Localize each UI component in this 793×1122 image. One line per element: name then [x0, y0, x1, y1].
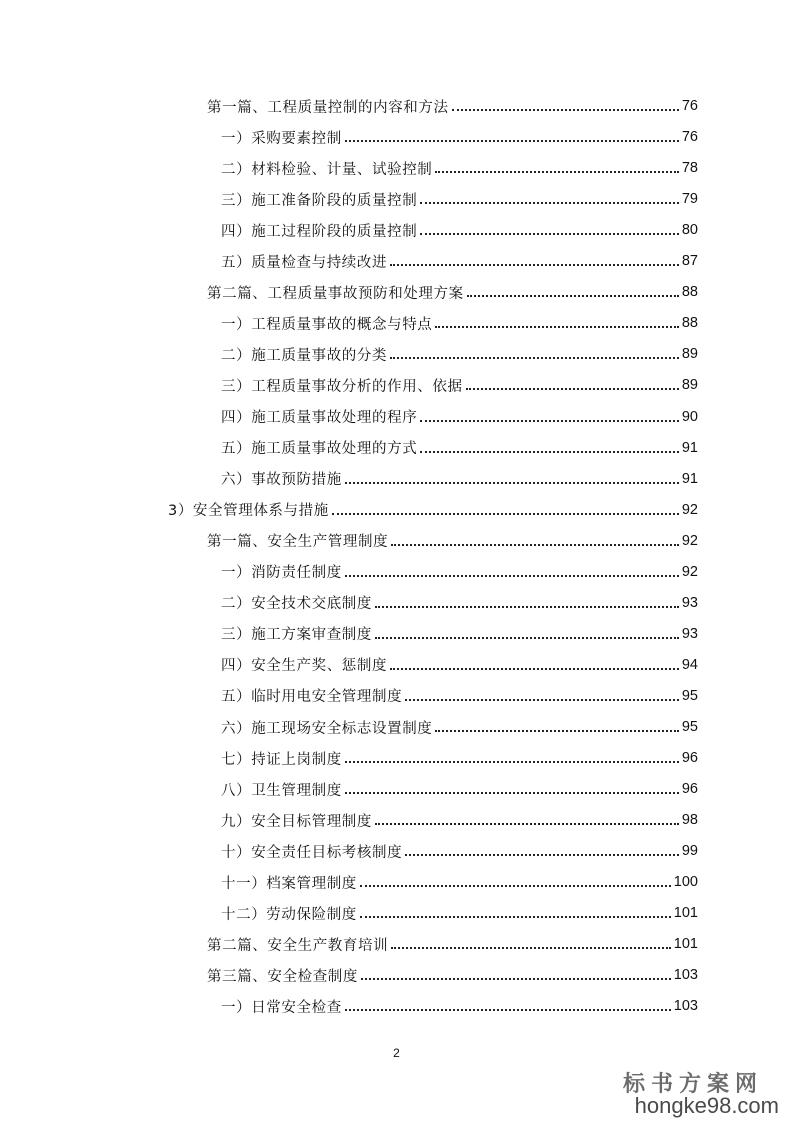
page-number: 2: [393, 1046, 400, 1060]
toc-entry[interactable]: [221, 777, 698, 801]
toc-entry-page: 103: [673, 998, 698, 1015]
toc-leader-dots: [360, 909, 671, 918]
toc-leader-dots: [345, 133, 679, 142]
toc-entry-title: 三）工程质量事故分析的作用、依据: [221, 378, 463, 395]
toc-entry-title: 六）施工现场安全标志设置制度: [221, 720, 433, 737]
toc-leader-dots: [345, 785, 679, 794]
toc-entry-page: 96: [681, 781, 698, 798]
toc-entry-page: 80: [681, 222, 698, 239]
toc-entry-page: 76: [681, 129, 698, 146]
toc-entry[interactable]: [221, 622, 698, 646]
toc-entry[interactable]: [221, 436, 698, 460]
toc-entry-page: 88: [681, 315, 698, 332]
toc-entry[interactable]: [221, 808, 698, 832]
toc-leader-dots: [360, 878, 671, 887]
toc-leader-dots: [420, 413, 679, 422]
toc-leader-dots: [420, 195, 679, 204]
toc-entry-page: 90: [681, 408, 698, 425]
toc-entry-page: 103: [673, 967, 698, 984]
toc-entry[interactable]: [221, 249, 698, 273]
toc-entry-page: 99: [681, 843, 698, 860]
toc-entry-page: 92: [681, 532, 698, 549]
toc-entry-title: 3）安全管理体系与措施: [168, 503, 329, 520]
toc-entry[interactable]: [221, 467, 698, 491]
toc-leader-dots: [332, 506, 679, 515]
toc-leader-dots: [361, 971, 671, 980]
toc-entry-page: 92: [681, 563, 698, 580]
toc-leader-dots: [420, 226, 679, 235]
toc-entry[interactable]: [221, 342, 698, 366]
toc-entry[interactable]: [221, 901, 698, 925]
toc-entry-page: 95: [681, 687, 698, 704]
toc-entry-page: 88: [681, 284, 698, 301]
toc-entry-page: 89: [681, 377, 698, 394]
watermark-url: hongke98.com: [634, 1093, 779, 1118]
toc-entry-page: 87: [681, 253, 698, 270]
toc-entry-title: 第二篇、安全生产教育培训: [207, 937, 389, 954]
toc-leader-dots: [375, 599, 679, 608]
toc-entry-page: 91: [681, 470, 698, 487]
toc-leader-dots: [435, 164, 678, 173]
toc-leader-dots: [391, 940, 671, 949]
toc-entry[interactable]: [207, 963, 698, 987]
toc-entry[interactable]: [221, 994, 698, 1018]
toc-entry-page: 95: [681, 719, 698, 735]
toc-entry-title: 六）事故预防措施: [221, 472, 342, 489]
toc-entry-title: 第一篇、安全生产管理制度: [207, 534, 389, 551]
toc-entry-title: 四）施工质量事故处理的程序: [221, 410, 418, 426]
toc-entry[interactable]: [221, 684, 698, 708]
watermark-title: 标书方案网: [622, 1071, 763, 1097]
toc-entry-page: 91: [681, 439, 698, 456]
toc-entry[interactable]: [221, 715, 698, 739]
toc-entry-title: 一）消防责任制度: [221, 565, 342, 582]
toc-entry[interactable]: [221, 653, 698, 677]
toc-entry-page: 79: [681, 191, 698, 208]
toc-entry[interactable]: [221, 839, 698, 863]
toc-leader-dots: [435, 319, 678, 328]
toc-entry[interactable]: [207, 94, 698, 118]
toc-entry-page: 93: [681, 594, 698, 611]
toc-entry-title: 四）施工过程阶段的质量控制: [221, 223, 418, 240]
toc-entry-page: 78: [681, 160, 698, 177]
toc-entry-page: 101: [673, 905, 698, 922]
toc-entry[interactable]: [221, 125, 698, 149]
toc-leader-dots: [345, 475, 679, 484]
toc-leader-dots: [345, 754, 679, 763]
toc-leader-dots: [405, 692, 679, 701]
toc-entry[interactable]: [207, 529, 698, 553]
toc-leader-dots: [345, 568, 679, 577]
toc-entry-page: 100: [673, 874, 698, 891]
toc-entry-page: 101: [673, 936, 698, 953]
toc-leader-dots: [452, 102, 679, 111]
toc-entry-title: 十一）档案管理制度: [221, 875, 357, 892]
toc-entry-title: 五）质量检查与持续改进: [221, 254, 388, 271]
toc-entry[interactable]: [221, 591, 698, 615]
toc-entry-page: 76: [681, 98, 698, 114]
toc-leader-dots: [391, 537, 679, 546]
toc-entry-title: 二）材料检验、计量、试验控制: [221, 161, 433, 178]
toc-entry[interactable]: [221, 373, 698, 397]
toc-entry-page: 96: [681, 750, 698, 767]
toc-entry[interactable]: [221, 870, 698, 894]
toc-entry-title: 五）临时用电安全管理制度: [221, 689, 403, 706]
toc-entry-title: 一）工程质量事故的概念与特点: [221, 316, 433, 333]
toc-entry-title: 四）安全生产奖、惩制度: [221, 658, 388, 675]
toc-entry-title: 第三篇、安全检查制度: [207, 968, 358, 985]
toc-entry-title: 十）安全责任目标考核制度: [221, 844, 403, 861]
toc-entry-page: 89: [681, 346, 698, 363]
toc-leader-dots: [390, 257, 679, 266]
toc-leader-dots: [375, 630, 679, 639]
toc-entry[interactable]: [168, 498, 698, 522]
toc-leader-dots: [466, 381, 679, 390]
toc-entry-title: 第一篇、工程质量控制的内容和方法: [207, 99, 449, 116]
toc-leader-dots: [420, 444, 679, 453]
toc-entry[interactable]: [221, 746, 698, 770]
toc-entry-title: 二）施工质量事故的分类: [221, 347, 388, 364]
toc-entry[interactable]: [221, 560, 698, 584]
toc-leader-dots: [390, 661, 679, 670]
toc-entry[interactable]: [207, 280, 698, 304]
toc-leader-dots: [435, 723, 678, 732]
toc-entry-title: 一）日常安全检查: [221, 999, 342, 1016]
toc-leader-dots: [375, 816, 679, 825]
toc-entry-title: 五）施工质量事故处理的方式: [221, 441, 418, 458]
toc-entry[interactable]: [221, 311, 698, 335]
toc-entry-title: 九）安全目标管理制度: [221, 813, 372, 830]
toc-entry[interactable]: [207, 932, 698, 956]
toc-entry-title: 三）施工方案审查制度: [221, 627, 372, 644]
toc-entry-title: 一）采购要素控制: [221, 130, 342, 147]
toc-leader-dots: [405, 847, 679, 856]
toc-entry[interactable]: [221, 156, 698, 180]
toc-entry[interactable]: [221, 218, 698, 242]
toc-entry-page: 92: [681, 501, 698, 518]
toc-entry-page: 98: [681, 812, 698, 829]
toc-entry-title: 八）卫生管理制度: [221, 782, 342, 799]
toc-entry-title: 七）持证上岗制度: [221, 751, 342, 768]
toc-entry-title: 十二）劳动保险制度: [221, 906, 357, 923]
toc-entry-title: 第二篇、工程质量事故预防和处理方案: [207, 285, 464, 302]
toc-leader-dots: [467, 288, 679, 297]
toc-entry-page: 94: [681, 656, 698, 673]
toc-entry-title: 三）施工准备阶段的质量控制: [221, 192, 418, 209]
toc-entry[interactable]: [221, 405, 698, 429]
toc-entry[interactable]: [221, 187, 698, 211]
toc-entry-title: 二）安全技术交底制度: [221, 596, 372, 613]
toc-leader-dots: [390, 350, 679, 359]
toc-leader-dots: [345, 1002, 671, 1011]
toc-entry-page: 93: [681, 625, 698, 642]
